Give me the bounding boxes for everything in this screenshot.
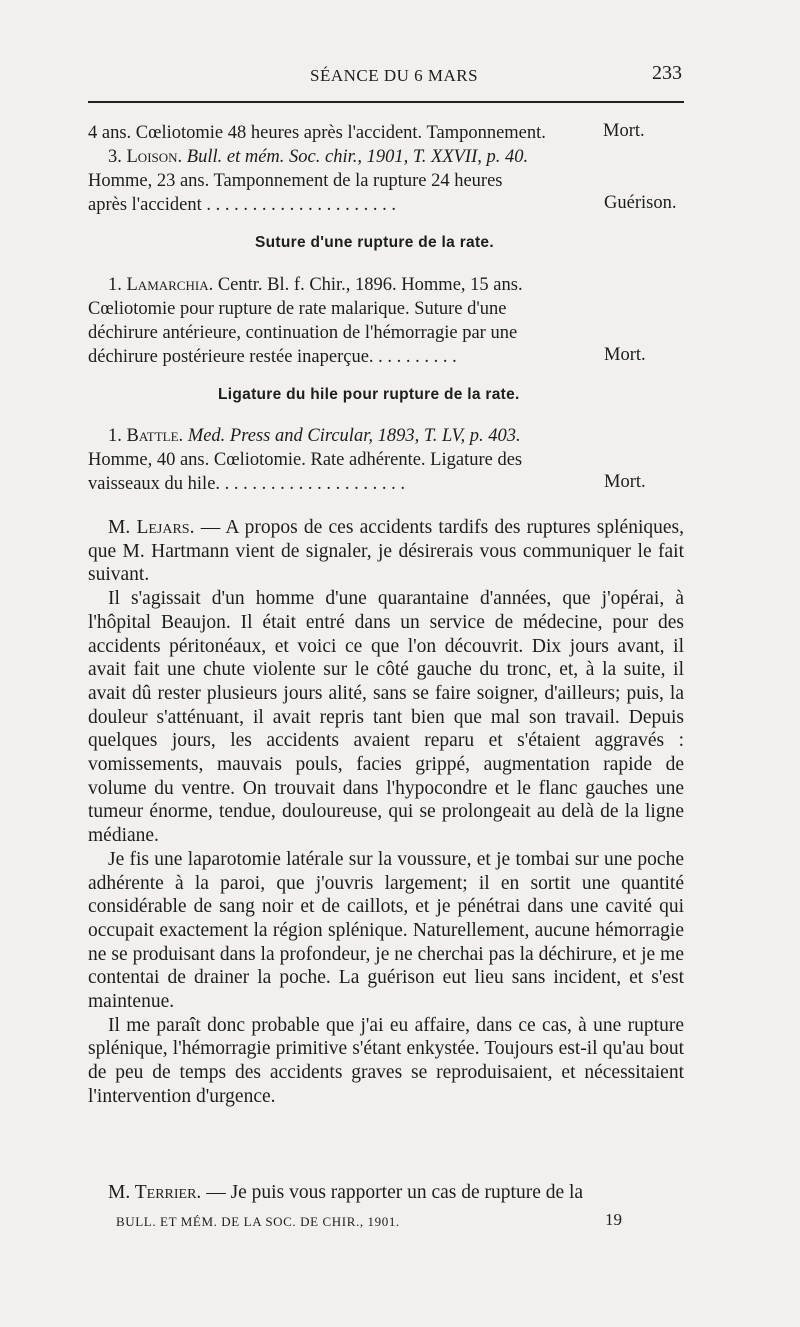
case-line bbox=[108, 145, 528, 169]
case-line: Homme, 23 ans. Tamponnement de la rupture 24 heures bbox=[88, 171, 503, 191]
paragraph: Je fis une laparotomie latérale sur la voussure, et je tombai sur une poche adhérente à la paroi, que j'ouvris largement; il en sortit une quantité considérable de sang noir et de caillots, et je pénétrai dans une cavité qui occupait exactement la région splénique. Naturellement, aucune hémorragie ne se produisant dans la profondeur, je ne cherchai pas la déchirure, et je me contentai de drainer la poche. La guérison eut lieu sans incident, et s'est maintenue. bbox=[88, 848, 684, 1013]
paragraph: M. Terrier. — Je puis vous rapporter un cas de rupture de la bbox=[108, 1182, 584, 1203]
case-reference: Med. Press and Circular, 1893, T. LV, p. 403. bbox=[187, 426, 521, 446]
paragraph: Il me paraît donc probable que j'ai eu affaire, dans ce cas, à une rupture splénique, l'hémorragie primitive s'étant enkystée. Toujours est-il qu'au bout de peu de temps des accidents graves se reproduisaient, et nécessitaient l'intervention d'urgence. bbox=[88, 1014, 684, 1107]
case-line bbox=[108, 273, 523, 297]
case-line bbox=[108, 424, 521, 448]
case-line: après l'accident . . . . . . . . . . . . . . . . . . . . . bbox=[88, 195, 397, 215]
speaker-name: M. Terrier. bbox=[108, 1182, 202, 1203]
case-line: Homme, 40 ans. Cœliotomie. Rate adhérente. Ligature des bbox=[88, 450, 523, 470]
discussion-text-next bbox=[88, 1181, 684, 1205]
case-outcome: Mort. bbox=[604, 472, 646, 492]
case-outcome: Mort. bbox=[604, 345, 646, 365]
paragraph: Il s'agissait d'un homme d'une quarantaine d'années, que j'opérai, à l'hôpital Beaujon. Il était entré dans un service de médecine, pour des accidents péritonéaux, et voici ce que l'on découvrit. Dix jours avant, il avait fait une chute violente sur le côté gauche du tronc, et, à la suite, il avait dû rester plusieurs jours alité, sans se faire soigner, d'ailleurs; puis, la douleur s'atténuant, il avait repris tant bien que mal son travail. Depuis quelques jours, les accidents avaient reparu et s'étaient aggravés : vomissements, mauvais pouls, facies grippé, augmentation rapide de volume du ventre. On trouvait dans l'hypocondre et le flanc gauches une tumeur énorme, tendue, douloureuse, qui se prolongeait au delà de la ligne médiane. bbox=[88, 588, 684, 847]
case-outcome: Mort. bbox=[603, 121, 645, 141]
running-header: SÉANCE DU 6 MARS bbox=[310, 66, 479, 85]
case-author: 3. Loison. bbox=[108, 147, 183, 167]
case-line: Cœliotomie pour rupture de rate malarique. Suture d'une bbox=[88, 299, 507, 319]
footer-citation: BULL. ET MÉM. DE LA SOC. DE CHIR., 1901. bbox=[116, 1214, 400, 1229]
case-line: vaisseaux du hile. . . . . . . . . . . . . . . . . . . . . bbox=[88, 474, 406, 494]
case-reference: Centr. Bl. f. Chir., 1896. Homme, 15 ans. bbox=[217, 275, 523, 295]
header-rule bbox=[88, 101, 684, 103]
page-number: 233 bbox=[652, 62, 682, 84]
case-reference: Bull. et mém. Soc. chir., 1901, T. XXVII, p. 40. bbox=[186, 147, 529, 167]
case-outcome: Guérison. bbox=[604, 193, 677, 213]
case-line: déchirure postérieure restée inaperçue. . . . . . . . . . bbox=[88, 347, 457, 367]
case-line: déchirure antérieure, continuation de l'hémorragie par une bbox=[88, 323, 518, 343]
paragraph: M. Lejars. — A propos de ces accidents tardifs des ruptures spléniques, que M. Hartmann vient de signaler, je désirerais vous communiquer le fait suivant. bbox=[88, 517, 684, 586]
case-author: 1. Battle. bbox=[108, 426, 184, 446]
speaker-name: M. Lejars. bbox=[108, 517, 195, 538]
signature-mark: 19 bbox=[605, 1210, 622, 1229]
section-title: Suture d'une rupture de la rate. bbox=[255, 234, 494, 251]
discussion-text bbox=[88, 516, 684, 1109]
section-title: Ligature du hile pour rupture de la rate. bbox=[218, 386, 520, 403]
case-author: 1. Lamarchia. bbox=[108, 275, 214, 295]
case-line: 4 ans. Cœliotomie 48 heures après l'accident. Tamponnement. bbox=[88, 123, 546, 143]
